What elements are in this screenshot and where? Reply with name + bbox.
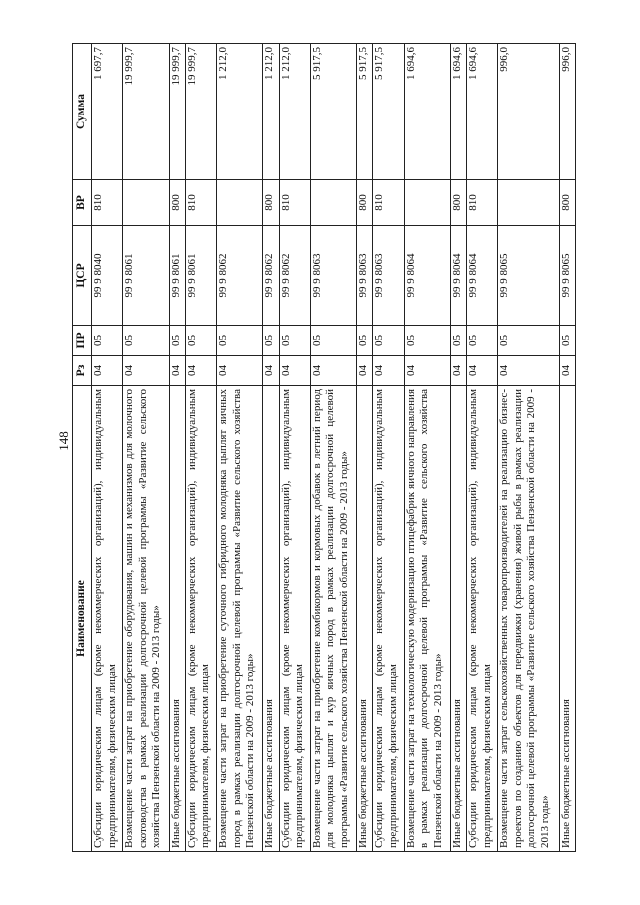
budget-table: [72, 43, 576, 852]
cell-vr: 810: [279, 180, 310, 226]
cell-vr: 800: [263, 180, 279, 226]
cell-csr: 99 9 8062: [279, 226, 310, 326]
cell-vr: 810: [467, 180, 498, 226]
cell-csr: 99 9 8062: [217, 226, 263, 326]
cell-sum: 19 999,7: [169, 44, 185, 180]
cell-pr: 05: [279, 326, 310, 356]
cell-vr: [498, 180, 559, 226]
table-row: [498, 44, 559, 852]
cell-vr: 810: [373, 180, 404, 226]
cell-sum: 19 999,7: [123, 44, 169, 180]
cell-name: Иные бюджетные ассигнования: [450, 386, 466, 852]
header-vr: ВР: [73, 180, 92, 226]
table-row: [263, 44, 279, 852]
cell-pr: 05: [450, 326, 466, 356]
cell-rz: 04: [310, 356, 356, 386]
header-pr: ПР: [73, 326, 92, 356]
cell-name: Субсидии юридическим лицам (кроме некоммерческих организаций), индивидуальным предпринимателям, физическим лицам: [185, 386, 216, 852]
cell-name: Возмещение части затрат на приобретение комбикормов и кормовых добавок в летний период для молодняка цыплят и кур яичных пород в рамках реализации долгосрочной целевой программы «Развитие сельского хозяйства Пензенской области на 2009 - 2013 годы»: [310, 386, 356, 852]
cell-csr: 99 9 8062: [263, 226, 279, 326]
cell-name: Иные бюджетные ассигнования: [559, 386, 575, 852]
cell-csr: 99 9 8063: [357, 226, 373, 326]
cell-vr: 800: [169, 180, 185, 226]
cell-sum: 1 697,7: [92, 44, 123, 180]
cell-csr: 99 9 8061: [185, 226, 216, 326]
table-row: [123, 44, 169, 852]
cell-rz: 04: [279, 356, 310, 386]
table-row: [217, 44, 263, 852]
cell-vr: 800: [559, 180, 575, 226]
cell-name: Субсидии юридическим лицам (кроме некоммерческих организаций), индивидуальным предпринимателям, физическим лицам: [279, 386, 310, 852]
cell-csr: 99 9 8061: [169, 226, 185, 326]
cell-sum: 996,0: [498, 44, 559, 180]
cell-rz: 04: [185, 356, 216, 386]
cell-rz: 04: [217, 356, 263, 386]
cell-pr: 05: [263, 326, 279, 356]
cell-rz: 04: [498, 356, 559, 386]
cell-vr: 800: [357, 180, 373, 226]
rotated-table-container: [72, 44, 576, 852]
table-row: [404, 44, 450, 852]
cell-name: Субсидии юридическим лицам (кроме некоммерческих организаций), индивидуальным предпринимателям, физическим лицам: [373, 386, 404, 852]
cell-csr: 99 9 8065: [559, 226, 575, 326]
cell-pr: 05: [169, 326, 185, 356]
cell-sum: 5 917,5: [373, 44, 404, 180]
cell-name: Возмещение части затрат на приобретение оборудования, машин и механизмов для молочного скотоводства в рамках реализации долгосрочной целевой программы «Развитие сельского хозяйства Пензенской области на 2009 - 2013 годы»: [123, 386, 169, 852]
cell-rz: 04: [559, 356, 575, 386]
cell-pr: 05: [185, 326, 216, 356]
header-csr: ЦСР: [73, 226, 92, 326]
cell-vr: 800: [450, 180, 466, 226]
cell-csr: 99 9 8061: [123, 226, 169, 326]
cell-rz: 04: [123, 356, 169, 386]
table-row: [373, 44, 404, 852]
table-row: [169, 44, 185, 852]
cell-pr: 05: [310, 326, 356, 356]
cell-rz: 04: [263, 356, 279, 386]
cell-rz: 04: [357, 356, 373, 386]
cell-pr: 05: [373, 326, 404, 356]
cell-sum: 1 694,6: [404, 44, 450, 180]
table-header-row: [73, 44, 92, 852]
cell-csr: 99 9 8063: [373, 226, 404, 326]
page-number: 148: [56, 431, 71, 451]
cell-sum: 1 212,0: [279, 44, 310, 180]
cell-csr: 99 9 8064: [467, 226, 498, 326]
cell-name: Возмещение части затрат сельскохозяйственных товаропроизводителей на реализацию бизнес-проектов по созданию объектов для передвижки (хранения) живой рыбы в рамках реализации долгосрочной целевой программы «Развитие сельского хозяйства Пензенской области на 2009 - 2013 годы»: [498, 386, 559, 852]
cell-csr: 99 9 8040: [92, 226, 123, 326]
cell-rz: 04: [404, 356, 450, 386]
cell-rz: 04: [92, 356, 123, 386]
cell-sum: 996,0: [559, 44, 575, 180]
cell-pr: 05: [498, 326, 559, 356]
table-row: [467, 44, 498, 852]
cell-name: Субсидии юридическим лицам (кроме некоммерческих организаций), индивидуальным предпринимателям, физическим лицам: [467, 386, 498, 852]
cell-name: Возмещение части затрат на приобретение суточного гибридного молодняка цыплят яичных пород в рамках реализации долгосрочной целевой программы «Развитие сельского хозяйства Пензенской области на 2009 - 2013 годы»: [217, 386, 263, 852]
cell-vr: [123, 180, 169, 226]
cell-csr: 99 9 8064: [404, 226, 450, 326]
cell-pr: 05: [467, 326, 498, 356]
cell-sum: 19 999,7: [185, 44, 216, 180]
header-sum: Сумма: [73, 44, 92, 180]
table-row: [279, 44, 310, 852]
cell-vr: 810: [92, 180, 123, 226]
table-row: [92, 44, 123, 852]
cell-pr: 05: [559, 326, 575, 356]
cell-sum: 1 212,0: [263, 44, 279, 180]
cell-pr: 05: [357, 326, 373, 356]
cell-pr: 05: [123, 326, 169, 356]
table-row: [185, 44, 216, 852]
cell-name: Возмещение части затрат на технологическую модернизацию птицефабрик яичного направления в рамках реализации долгосрочной целевой программы «Развитие сельского хозяйства Пензенской области на 2009 - 2013 годы»: [404, 386, 450, 852]
table-row: [357, 44, 373, 852]
cell-csr: 99 9 8063: [310, 226, 356, 326]
cell-name: Субсидии юридическим лицам (кроме некоммерческих организаций), индивидуальным предпринимателям, физическим лицам: [92, 386, 123, 852]
cell-rz: 04: [373, 356, 404, 386]
cell-name: Иные бюджетные ассигнования: [263, 386, 279, 852]
cell-sum: 5 917,5: [310, 44, 356, 180]
table-row: [559, 44, 575, 852]
cell-vr: [217, 180, 263, 226]
cell-name: Иные бюджетные ассигнования: [357, 386, 373, 852]
cell-csr: 99 9 8064: [450, 226, 466, 326]
header-rz: Рз: [73, 356, 92, 386]
cell-sum: 1 212,0: [217, 44, 263, 180]
table-row: [310, 44, 356, 852]
cell-pr: 05: [404, 326, 450, 356]
cell-sum: 1 694,6: [467, 44, 498, 180]
cell-pr: 05: [217, 326, 263, 356]
cell-rz: 04: [467, 356, 498, 386]
cell-rz: 04: [450, 356, 466, 386]
cell-vr: 810: [185, 180, 216, 226]
cell-pr: 05: [92, 326, 123, 356]
cell-sum: 1 694,6: [450, 44, 466, 180]
table-body: [92, 44, 576, 852]
cell-sum: 5 917,5: [357, 44, 373, 180]
cell-vr: [404, 180, 450, 226]
cell-name: Иные бюджетные ассигнования: [169, 386, 185, 852]
header-name: Наименование: [73, 386, 92, 852]
cell-csr: 99 9 8065: [498, 226, 559, 326]
cell-rz: 04: [169, 356, 185, 386]
cell-vr: [310, 180, 356, 226]
table-row: [450, 44, 466, 852]
